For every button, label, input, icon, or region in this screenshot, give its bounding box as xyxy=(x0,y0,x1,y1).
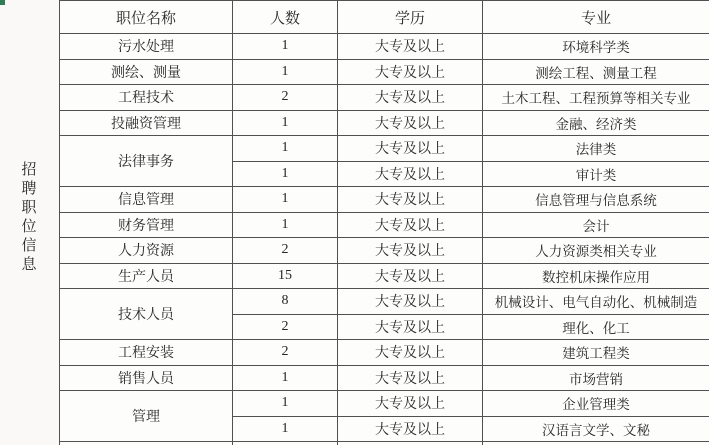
recruitment-table xyxy=(59,0,709,445)
count-cell: 2 xyxy=(233,340,338,366)
table-row xyxy=(60,238,709,264)
education-cell: 大专及以上 xyxy=(338,238,483,264)
count-cell: 1 xyxy=(233,59,338,85)
education-cell: 大专及以上 xyxy=(338,416,483,442)
education-cell: 大专及以上 xyxy=(338,365,483,391)
empty-cell xyxy=(483,442,709,445)
position-cell: 信息管理 xyxy=(60,187,233,213)
major-cell: 企业管理类 xyxy=(483,391,709,417)
header-row xyxy=(60,1,709,34)
table-row xyxy=(60,391,709,417)
major-cell: 信息管理与信息系统 xyxy=(483,187,709,213)
table-row xyxy=(60,187,709,213)
count-cell: 15 xyxy=(233,263,338,289)
education-cell: 大专及以上 xyxy=(338,161,483,187)
count-cell: 1 xyxy=(233,34,338,60)
table-row xyxy=(60,212,709,238)
position-cell: 测绘、测量 xyxy=(60,59,233,85)
major-cell: 机械设计、电气自动化、机械制造 xyxy=(483,289,709,315)
major-cell: 建筑工程类 xyxy=(483,340,709,366)
position-cell: 投融资管理 xyxy=(60,110,233,136)
count-cell: 2 xyxy=(233,85,338,111)
major-cell: 汉语言文学、文秘 xyxy=(483,416,709,442)
major-cell: 会计 xyxy=(483,212,709,238)
vertical-section-title: 招聘职位信息 xyxy=(21,162,37,273)
table-row xyxy=(60,365,709,391)
table-row xyxy=(60,136,709,162)
column-header-education: 学历 xyxy=(338,1,483,34)
empty-cell xyxy=(60,442,233,445)
major-cell: 测绘工程、测量工程 xyxy=(483,59,709,85)
position-cell: 技术人员 xyxy=(60,289,233,340)
education-cell: 大专及以上 xyxy=(338,391,483,417)
count-cell: 8 xyxy=(233,289,338,315)
major-cell: 环境科学类 xyxy=(483,34,709,60)
position-cell: 污水处理 xyxy=(60,34,233,60)
count-cell: 1 xyxy=(233,212,338,238)
table-row xyxy=(60,34,709,60)
count-cell: 2 xyxy=(233,314,338,340)
education-cell: 大专及以上 xyxy=(338,340,483,366)
major-cell: 法律类 xyxy=(483,136,709,162)
count-cell: 1 xyxy=(233,136,338,162)
table-row xyxy=(60,59,709,85)
major-cell: 人力资源类相关专业 xyxy=(483,238,709,264)
count-cell: 1 xyxy=(233,416,338,442)
empty-cell xyxy=(338,442,483,445)
major-cell: 土木工程、工程预算等相关专业 xyxy=(483,85,709,111)
education-cell: 大专及以上 xyxy=(338,212,483,238)
count-cell: 1 xyxy=(233,365,338,391)
major-cell: 理化、化工 xyxy=(483,314,709,340)
column-header-position: 职位名称 xyxy=(60,1,233,34)
table-row xyxy=(60,110,709,136)
education-cell: 大专及以上 xyxy=(338,314,483,340)
empty-cell xyxy=(233,442,338,445)
position-cell: 销售人员 xyxy=(60,365,233,391)
count-cell: 1 xyxy=(233,187,338,213)
education-cell: 大专及以上 xyxy=(338,136,483,162)
education-cell: 大专及以上 xyxy=(338,110,483,136)
position-cell: 法律事务 xyxy=(60,136,233,187)
education-cell: 大专及以上 xyxy=(338,85,483,111)
count-cell: 2 xyxy=(233,238,338,264)
position-cell: 生产人员 xyxy=(60,263,233,289)
table-row xyxy=(60,263,709,289)
count-cell: 1 xyxy=(233,391,338,417)
table-row xyxy=(60,289,709,315)
education-cell: 大专及以上 xyxy=(338,59,483,85)
position-cell: 管理 xyxy=(60,391,233,442)
major-cell: 数控机床操作应用 xyxy=(483,263,709,289)
education-cell: 大专及以上 xyxy=(338,263,483,289)
partial-clipped-row xyxy=(60,442,709,445)
table-row xyxy=(60,340,709,366)
major-cell: 市场营销 xyxy=(483,365,709,391)
corner-mark xyxy=(0,0,5,5)
position-cell: 财务管理 xyxy=(60,212,233,238)
major-cell: 审计类 xyxy=(483,161,709,187)
table-row xyxy=(60,85,709,111)
education-cell: 大专及以上 xyxy=(338,187,483,213)
education-cell: 大专及以上 xyxy=(338,289,483,315)
major-cell: 金融、经济类 xyxy=(483,110,709,136)
column-header-major: 专业 xyxy=(483,1,709,34)
education-cell: 大专及以上 xyxy=(338,34,483,60)
position-cell: 工程技术 xyxy=(60,85,233,111)
position-cell: 人力资源 xyxy=(60,238,233,264)
position-cell: 工程安装 xyxy=(60,340,233,366)
column-header-count: 人数 xyxy=(233,1,338,34)
count-cell: 1 xyxy=(233,110,338,136)
count-cell: 1 xyxy=(233,161,338,187)
